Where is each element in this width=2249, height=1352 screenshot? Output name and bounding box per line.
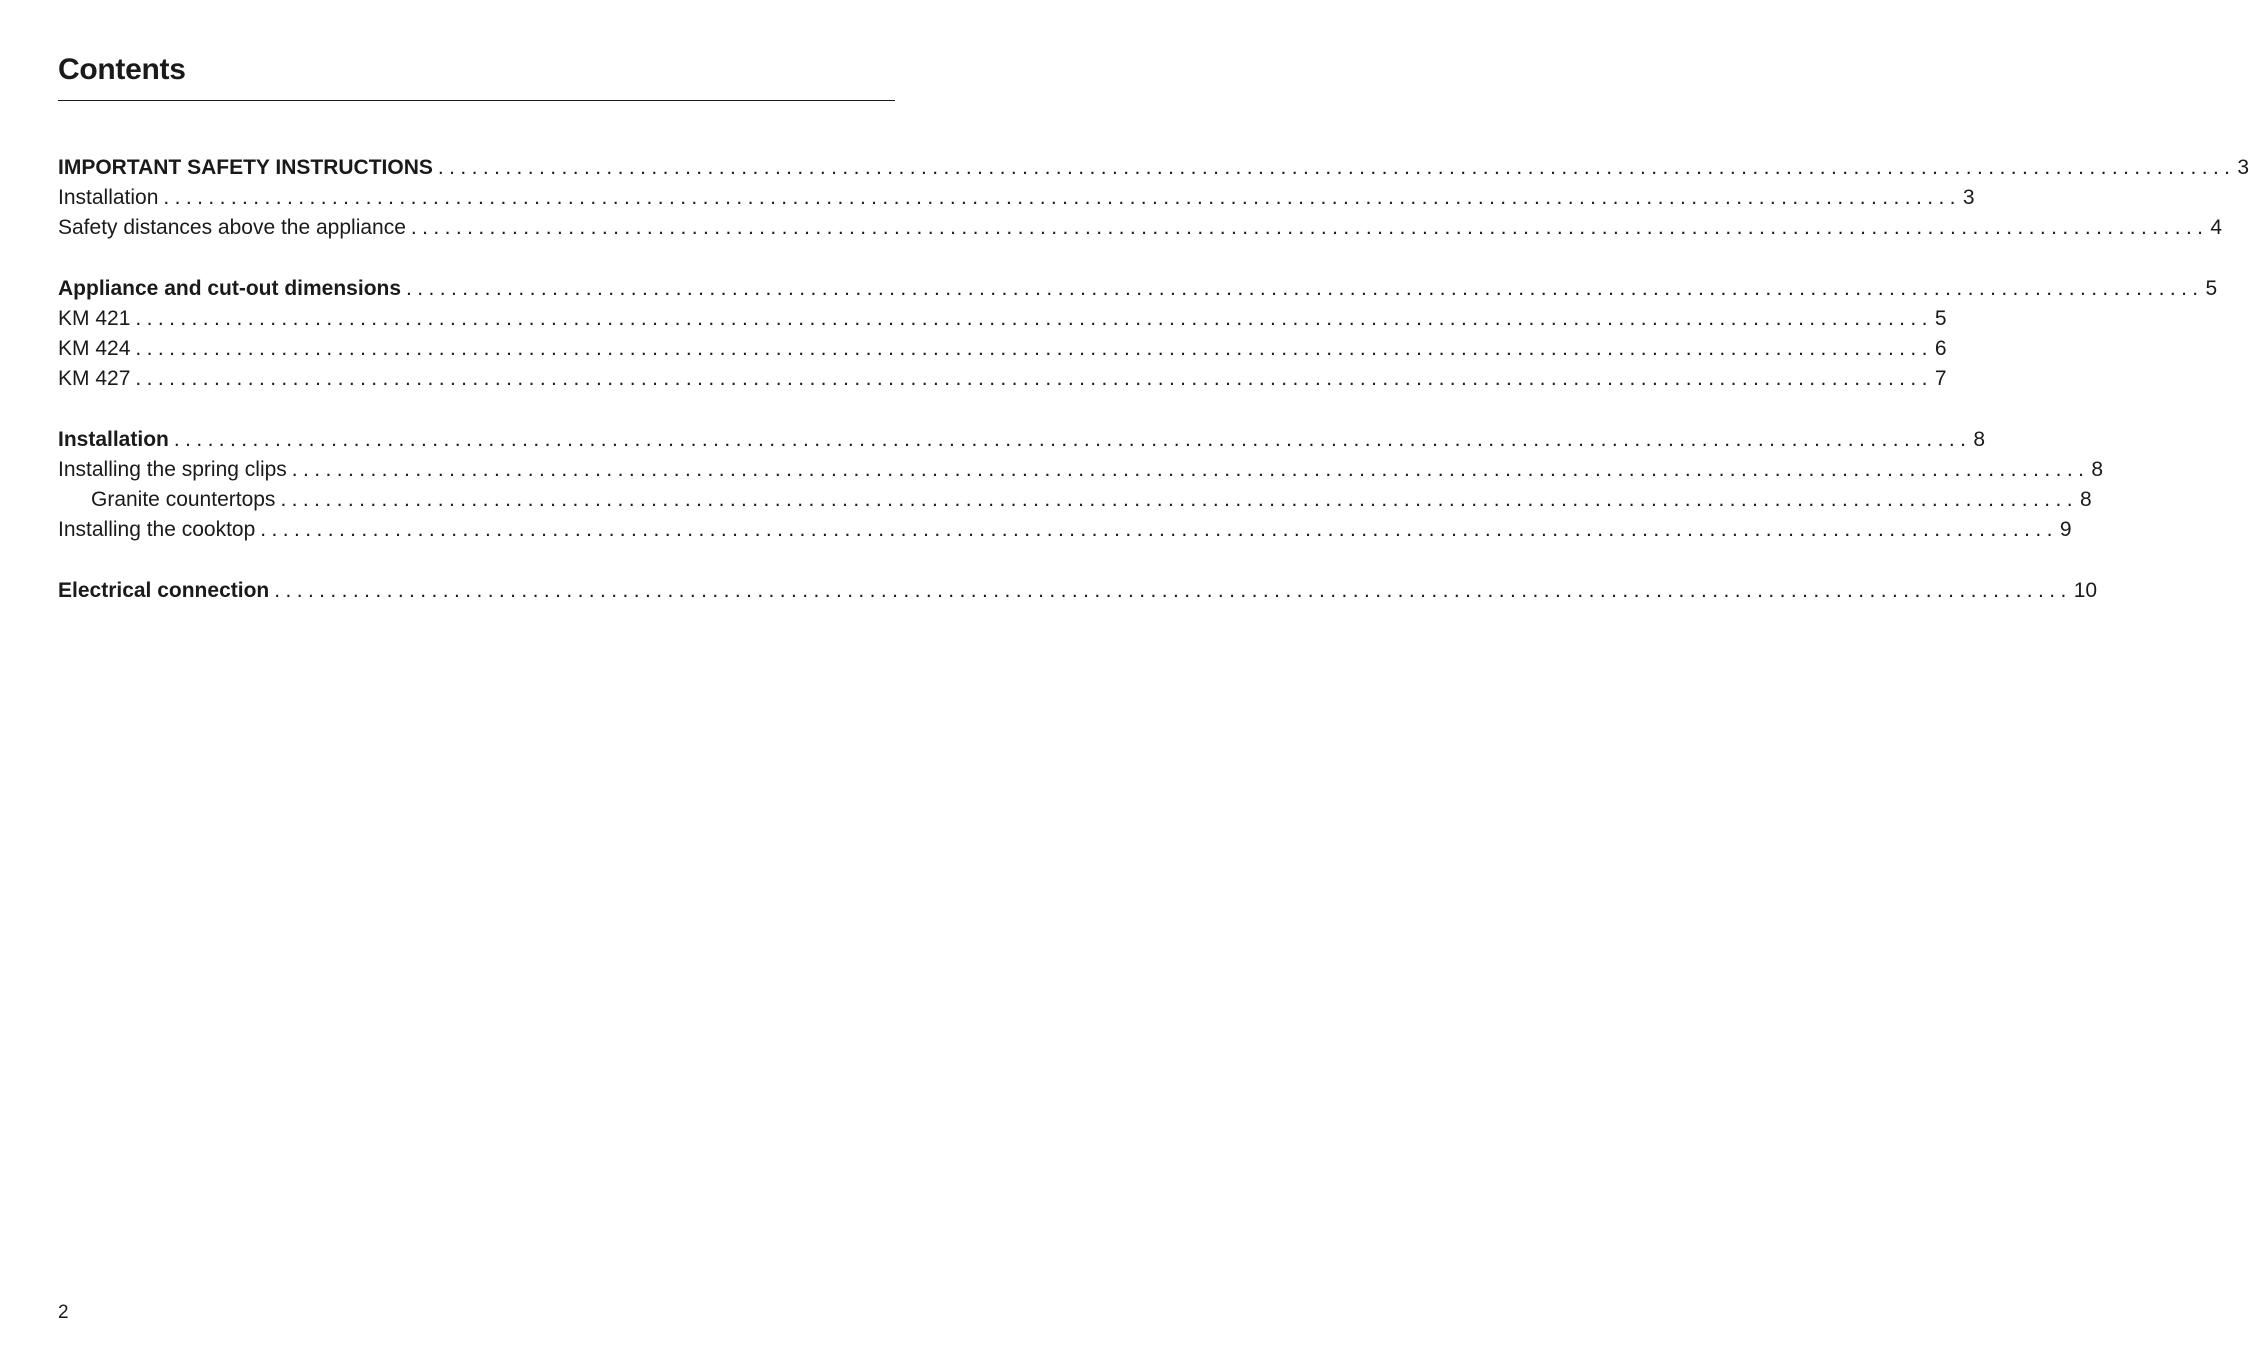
toc-entry-page: 6 xyxy=(1934,337,1947,360)
toc-entry-page: 5 xyxy=(1934,307,1947,330)
toc-entry-installation-safety[interactable] xyxy=(58,183,1975,213)
toc-entry-label: Installation xyxy=(58,428,169,451)
toc-entry-page: 8 xyxy=(1973,428,1986,451)
toc-entry-label: Safety distances above the appliance xyxy=(58,216,406,239)
dot-leader: ................................................................................................................................................................ xyxy=(135,367,1933,390)
toc-entry-label: Installing the cooktop xyxy=(58,518,256,541)
toc-entry-label: KM 424 xyxy=(58,337,131,360)
toc-entry-label: KM 427 xyxy=(58,367,131,390)
toc-entry-electrical-connection[interactable] xyxy=(58,576,2098,606)
toc-entry-page: 3 xyxy=(1962,186,1975,209)
toc-entry-km-427[interactable] xyxy=(58,364,1947,394)
dot-leader: ................................................................................................................................................................ xyxy=(260,518,2058,541)
toc-entry-page: 3 xyxy=(2237,156,2249,179)
toc-entry-important-safety-instructions[interactable] xyxy=(58,153,2249,183)
dot-leader: ................................................................................................................................................................ xyxy=(410,216,2209,239)
toc-entry-installation[interactable] xyxy=(58,425,1986,455)
toc-entry-label: Installation xyxy=(58,186,159,209)
toc-entry-page: 9 xyxy=(2059,518,2072,541)
toc-entry-label: IMPORTANT SAFETY INSTRUCTIONS xyxy=(58,156,433,179)
dot-leader: ................................................................................................................................................................ xyxy=(406,277,2204,300)
dot-leader: ................................................................................................................................................................ xyxy=(163,186,1961,209)
dot-leader: ................................................................................................................................................................ xyxy=(135,307,1933,330)
toc-entry-page: 4 xyxy=(2210,216,2223,239)
toc-entry-km-421[interactable] xyxy=(58,304,1947,334)
toc-entry-installing-cooktop[interactable] xyxy=(58,515,2072,545)
dot-leader: ................................................................................................................................................................ xyxy=(135,337,1933,360)
toc-entry-safety-distances[interactable] xyxy=(58,213,2223,243)
toc-entry-page: 8 xyxy=(2091,458,2103,481)
title-divider xyxy=(58,100,895,101)
toc-entry-label: Installing the spring clips xyxy=(58,458,287,481)
toc-entry-label: KM 421 xyxy=(58,307,131,330)
toc-entry-page: 5 xyxy=(2205,277,2218,300)
dot-leader: ................................................................................................................................................................ xyxy=(173,428,1972,451)
dot-leader: ................................................................................................................................................................ xyxy=(437,156,2236,179)
toc-entry-label: Electrical connection xyxy=(58,579,270,602)
dot-leader: ................................................................................................................................................................ xyxy=(291,458,2090,481)
dot-leader: ................................................................................................................................................................ xyxy=(274,579,2072,602)
toc-entry-appliance-dimensions[interactable] xyxy=(58,274,2218,304)
toc-entry-granite-countertops[interactable] xyxy=(58,485,2092,515)
page-title: Contents xyxy=(58,53,186,86)
toc-entry-page: 8 xyxy=(2079,488,2092,511)
toc-entry-label: Granite countertops xyxy=(91,488,276,511)
table-of-contents xyxy=(58,153,2249,606)
dot-leader: ................................................................................................................................................................ xyxy=(280,488,2078,511)
toc-entry-label: Appliance and cut-out dimensions xyxy=(58,277,402,300)
page-number: 2 xyxy=(58,1302,69,1323)
toc-entry-km-424[interactable] xyxy=(58,334,1947,364)
toc-entry-page: 10 xyxy=(2073,579,2098,602)
toc-entry-page: 7 xyxy=(1934,367,1947,390)
toc-entry-spring-clips[interactable] xyxy=(58,455,2103,485)
